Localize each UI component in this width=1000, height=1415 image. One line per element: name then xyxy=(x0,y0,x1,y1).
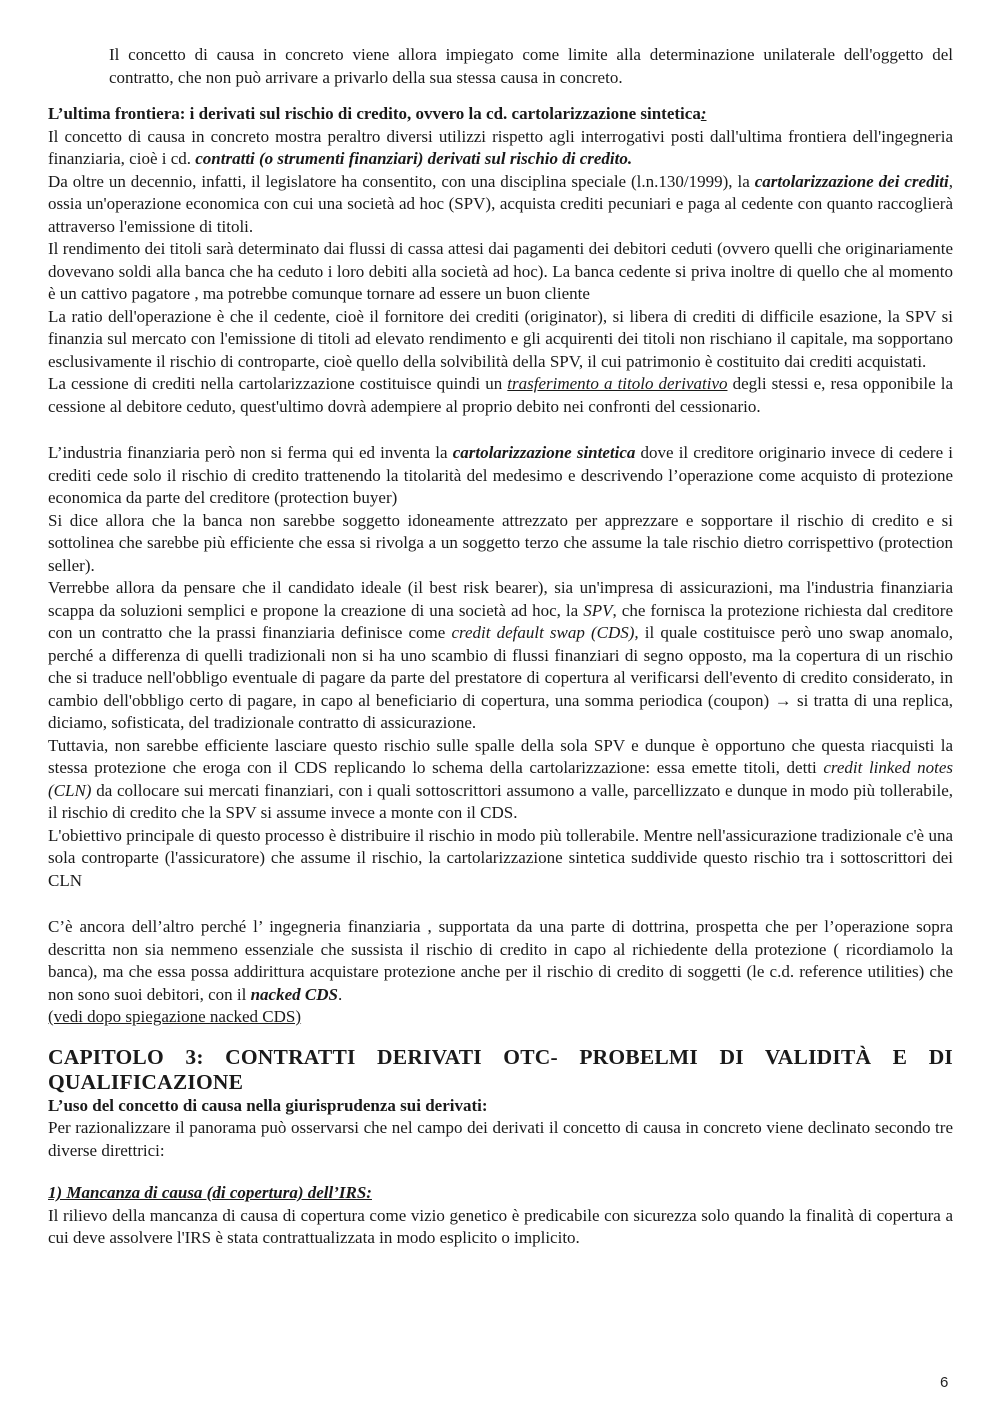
arrow-icon: → xyxy=(774,690,792,710)
list-item-heading: 1) Mancanza di causa (di copertura) dell’IRS: xyxy=(48,1183,372,1202)
reference-link[interactable]: (vedi dopo spiegazione nacked CDS) xyxy=(48,1007,302,1026)
section-heading-colon: : xyxy=(700,104,707,123)
emphasis: credit linked notes (CLN) xyxy=(48,758,953,800)
paragraph: Il concetto di causa in concreto mostra peraltro diversi utilizzi rispetto agli interrogativi posti dall'ultima frontiera dell'ingegneria finanziaria, cioè i cd. contratti (o strumenti finanziari) derivati sul rischio di credito. xyxy=(48,126,953,168)
emphasis: trasferimento a titolo derivativo xyxy=(507,374,728,393)
spacer xyxy=(48,892,953,916)
emphasis: credit default swap (CDS), xyxy=(451,623,639,642)
paragraph: Il rilievo della mancanza di causa di copertura come vizio genetico è predicabile con sicurezza solo quando la finalità di copertura a cui deve assolvere l'IRS è stata contrattualizzata in modo esplicito o implicito. xyxy=(48,1205,953,1247)
spacer xyxy=(48,418,953,442)
spacer xyxy=(48,1162,953,1182)
sub-heading: L’uso del concetto di causa nella giurisprudenza sui derivati: xyxy=(48,1095,488,1115)
paragraph: Verrebbe allora da pensare che il candidato ideale (il best risk bearer), sia un'impresa di assicurazioni, ma l'industria finanziaria scappa da soluzioni semplici e propone la creazione di una società ad hoc, la SPV, che fornisca la protezione richiesta dal creditore con un contratto che la prassi finanziaria definisce come credit default swap (CDS), il quale costituisce però uno swap anomalo, perché a differenza di quelli tradizionali non si ha uno scambio di flussi finanziari di segno opposto, ma la copertura di un rischio che si traduce nell'obbligo eventuale di pagare da parte del prestatore di copertura al verificarsi dell'evento di credito considerato, in cambio dell'obbligo certo di pagare, in capo al beneficiario di copertura, una somma periodica (coupon) → si tratta di una replica, diciamo, sofisticata, del tradizionale contratto di assicurazione. xyxy=(48,578,953,732)
paragraph: Da oltre un decennio, infatti, il legislatore ha consentito, con una disciplina speciale (l.n.130/1999), la cartolarizzazione dei crediti, ossia un'operazione economica con cui una società ad hoc (SPV), acquista crediti pecuniari e paga al cedente con quanto raccoglierà attraverso l'emissione di titoli. xyxy=(48,171,953,236)
section-heading-text: L’ultima frontiera: i derivati sul rischio di credito, ovvero la cd. cartolarizzazione sintetica xyxy=(48,104,701,123)
spacer xyxy=(48,89,953,103)
paragraph: L’industria finanziaria però non si ferma qui ed inventa la cartolarizzazione sintetica dove il creditore originario invece di cedere i crediti cede solo il rischio di credito trattenendo la titolarità del medesimo e descrivendo l’operazione come acquisto di protezione economica da parte del creditore (protection buyer) xyxy=(48,443,953,507)
paragraph: L'obiettivo principale di questo processo è distribuire il rischio in modo più tollerabile. Mentre nell'assicurazione tradizionale c'è una sola controparte (l'assicuratore) che assume il rischio, la cartolarizzazione sintetica suddivide questo rischio tra i sottoscrittori dei CLN xyxy=(48,825,953,890)
paragraph: La ratio dell'operazione è che il cedente, cioè il fornitore dei crediti (originator), si libera di crediti di difficile esazione, la SPV si finanzia sul mercato con l'emissione di titoli ad elevato rendimento e gli acquirenti dei titoli non rischiano il capitale, ma sopportano esclusivamente il rischio di controparte, cioè quello della solvibilità della SPV, il cui patrimonio è costituito dai crediti acquistati. xyxy=(48,306,953,371)
page-number: 6 xyxy=(940,1374,949,1391)
section-heading xyxy=(48,103,953,126)
chapter-title: CAPITOLO 3: CONTRATTI DERIVATI OTC- PROBELMI DI VALIDITÀ E DI QUALIFICAZIONE xyxy=(48,1044,953,1094)
emphasis: contratti (o strumenti finanziari) derivati sul rischio di credito. xyxy=(195,149,633,168)
emphasis: cartolarizzazione sintetica xyxy=(452,443,636,462)
emphasis: nacked CDS xyxy=(250,984,338,1004)
paragraph: Si dice allora che la banca non sarebbe soggetto idoneamente attrezzato per apprezzare e sopportare il rischio di credito e si sottolinea che sarebbe più efficiente che essa si rivolga a un soggetto terzo che assume la tale rischio dietro corrispettivo (protection seller). xyxy=(48,510,953,575)
paragraph: Tuttavia, non sarebbe efficiente lasciare questo rischio sulle spalle della sola SPV e dunque è opportuno che questa riacquisti la stessa protezione che eroga con il CDS replicando lo schema della cartolarizzazione: essa emette titoli, detti credit linked notes (CLN) da collocare sui mercati finanziari, con i quali sottoscrittori assumono a valle, parcellizzato e dunque in modo più tollerabile, il rischio di credito che la SPV si assume invece a monte con il CDS. xyxy=(48,735,953,822)
paragraph: Per razionalizzare il panorama può osservarsi che nel campo dei derivati il concetto di causa in concreto viene declinato secondo tre diverse direttrici: xyxy=(48,1118,953,1160)
emphasis: cartolarizzazione dei crediti xyxy=(754,171,949,191)
paragraph: Il rendimento dei titoli sarà determinato dai flussi di cassa attesi dai pagamenti dei debitori ceduti (ovvero quelli che originariamente dovevano soldi alla banca che ha ceduto i loro debiti alla società ad hoc). La banca cedente si priva inoltre di quello che al momento è un cattivo pagatore , ma potrebbe comunque tornare ad essere un buon cliente xyxy=(48,239,953,303)
document-page xyxy=(48,44,953,1250)
paragraph: La cessione di crediti nella cartolarizzazione costituisce quindi un trasferimento a titolo derivativo degli stessi e, resa opponibile la cessione al debitore ceduto, quest'ultimo dovrà adempiere al proprio debito nei confronti del cessionario. xyxy=(48,374,953,416)
intro-paragraph: Il concetto di causa in concreto viene allora impiegato come limite alla determinazione unilaterale dell'oggetto del contratto, che non può arrivare a privarlo della sua stessa causa in concreto. xyxy=(109,45,953,87)
emphasis: SPV xyxy=(583,600,613,620)
paragraph: C’è ancora dell’altro perché l’ ingegneria finanziaria , supportata da una parte di dottrina, prospetta che per l’operazione sopra descritta non sia nemmeno essenziale che sussista il rischio di credito in capo al richiedente della protezione ( ricordiamolo la banca), ma che essa possa addirittura acquistare protezione anche per il rischio di credito di soggetti (le c.d. reference utilities) che non sono suoi debitori, con il nacked CDS. xyxy=(48,917,953,1004)
